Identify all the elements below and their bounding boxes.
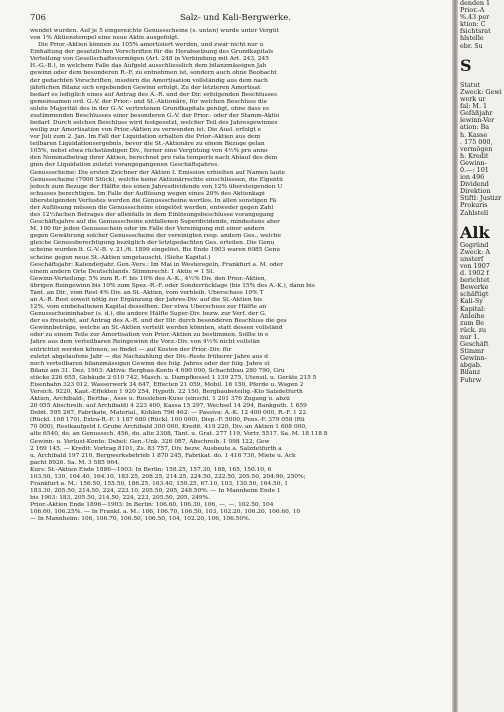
text-line: der gedachten Vorschriften, insofern die Amortisation vollständig aus dem nach (30, 77, 268, 84)
text-line: solute Majorität des in der G.-V. vertretenen Grundkapitals genügt, ohne dass es (30, 105, 269, 112)
text-line: einem andern Orte Deutschlands. Stimmrecht: 1 Aktie = 1 St. (30, 268, 215, 275)
facing-page-line: Bewerke (460, 284, 489, 292)
facing-page-line: Gefäßjahr (460, 110, 493, 118)
facing-page-line: Zweck: A (460, 248, 490, 256)
text-line: weilig zur Amortisation von Prior.-Aktien zu verwenden ist. Die Ausl. erfolgt e (30, 127, 262, 134)
text-line: Aktien, Archibald-, Bertha-, Asse u. Rossleben-Kuxe (einschl. 1 201 376 Zugang u. abzü (30, 396, 290, 403)
facing-page-line: schäftigt (460, 291, 489, 299)
text-line: ginn der Liquidation zuletzt vorangegangenen Geschäftsjahres. (30, 162, 220, 169)
facing-page-line: nur 1. (460, 333, 480, 341)
facing-page-line: Dividend (460, 181, 489, 189)
text-line: oder zu einem Teile zur Amortisation von Prior.-Aktien zu bestimmen. Sollte in e (30, 332, 269, 339)
text-line: zustimmenden Beschlusses einer besonderen G.-V. der Prior.- oder der Stamm-Aktio (30, 112, 280, 119)
facing-page-line: vermögen (460, 145, 493, 153)
facing-page-line: abgab. (460, 362, 482, 370)
text-line: der Auflösung müssen die Genussscheine eingelöst werden, entweder gegen Zahl (30, 204, 274, 211)
text-line: Genussscheininhaber (s. d.), die andere Hälfte Super-Div. bezw. zur Verf. der G. (30, 311, 267, 318)
text-line: Geschäftsjahr: Kalenderjahr. Gen.-Vers.: Im Mai in Westeregeln, Frankfurt a. M. oder (30, 261, 283, 268)
facing-page-line: Geschäft (460, 341, 489, 349)
facing-page-line: d. 1902 f (460, 270, 489, 278)
text-line: des 12½fachen Betrages der allenfalls in dem Einlösungsbeschlusse vorangegang (30, 212, 274, 219)
facing-page-line (458, 75, 504, 82)
facing-page-line: Gegründ (460, 241, 489, 249)
text-line: gleiche Genussberechtigung bezüglich der letztgedachten Ges. erteilen. Die Genu (30, 240, 275, 247)
text-line: von 1% Aktienstempel eine neue Aktie ausgefolgt. (30, 35, 180, 42)
text-line: 70 000), Restkaufgeld f. Grube Archibald 300 000, Kredit. 419 220, Div. an Aktien 1 608 000, (30, 424, 307, 431)
facing-page-line: Gewinn- (460, 159, 487, 167)
text-line: entrichtet werden können, so findet — auf Kosten der Prior.-Div. für (30, 346, 232, 353)
facing-page-line: ion 496 (460, 174, 485, 182)
text-line: bis 1903: 183, 205.50, 214.50, 224, 223, 205.50, 205, 249%. (30, 495, 210, 502)
facing-page-line: %.43 per (460, 14, 490, 22)
facing-page-line: h. Kasse (460, 131, 488, 139)
text-line: u. Archibald 197 210, Bergwerksbetrieb 1 870 245, Fabrikat. do. 1 416 730, Miete u. Ack (30, 452, 296, 459)
text-line: noch verteilbaren bilanzmässigen Gewinn des folg. Jahres oder der folg. Jahre st (30, 360, 270, 367)
facing-page-line: unsterf (460, 255, 484, 263)
text-line: (Rückl. 108 170), Extra-R.-F. 1 187 680 (Rückl. 100 000), Disp.-F. 5000, Pens.-F. 379 058 (Rü (30, 417, 305, 424)
text-line: 103.50, 130, 164.40, 164.10, 183.25, 208.25, 214.25, 224.50, 222.50, 205.50, 204.90, 250%; (30, 473, 306, 480)
text-line: 183.30, 205.50, 214.50, 224, 223.10, 205.50, 205, 248.50%. — In Mannheim Ende 1 (30, 488, 281, 495)
facing-page-line: Bilanz (460, 369, 481, 377)
text-line: Einhaltung der gesetzlichen Vorschriften für die Herabsetzung des Grundkapitals (30, 49, 274, 56)
facing-page-line: Zweck: Gewi (460, 88, 502, 96)
facing-page-line: zum Be (460, 319, 485, 327)
facing-page-line: Kali-Sy (460, 298, 483, 306)
page-number: 706 (30, 12, 46, 22)
text-line: M. 100 für jeden Genussschein oder im Falle der Vereinigung mit einer andern (30, 226, 265, 233)
text-line: Debit. 595 267, Fabrikate, Material., Kohlen 796 462. — Passiva: A.-K. 12 400 000, R.-F. 1 22 (30, 410, 307, 417)
text-line: teilbaren Liquidationsergebnis, bevor die St.-Aktionäre zu einem Bezuge gelan (30, 141, 265, 148)
facing-page-line: hlstelle (460, 35, 484, 43)
facing-page-line: h. Kredit (460, 152, 489, 160)
facing-page-line: Fuhrw (460, 376, 482, 384)
facing-page-line: Statut (460, 81, 481, 89)
text-line: Jahre aus dem verteilbaren Reingewinn die Vorz.-Div. von 4½% nicht vollstän (30, 339, 260, 346)
text-line: alte 6540, do. an Genusssch. 456, do. alte 2308, Tant. u. Grat. 277 119, Vortr. 5517. Sa. M. 18 118 8 (30, 431, 328, 438)
text-line: wendet wurden. Auf je 5 eingereichte Genussscheine (s. unten) wurde unter Vergüt (30, 28, 279, 34)
text-line: Die Prior.-Aktien können zu 105% amortisiert werden, und zwar nicht nur u (38, 42, 264, 49)
facing-page-line: Stiftl: Justizr (460, 195, 502, 203)
facing-page-line: Stimmr (460, 348, 485, 356)
text-line: übersteigenden Verlustes werden die Genussscheine wertlos. In allen sonstigen Fä (30, 197, 277, 204)
text-line: pacht 8926. Sa. M. 3 585 964. (30, 459, 120, 466)
text-line: 12%, vom einbehaltenen Kapital desselben. Der etwa Überschuss zur Hälfte an (30, 304, 267, 311)
facing-page-line: Prokuris (460, 202, 488, 210)
text-line: vor Juli zum 2. Jan. Im Fall der Liquidation erhalten die Prior.-Aktien aus dem (30, 134, 261, 141)
facing-page-line: von 1907 (460, 263, 490, 270)
text-line: schusses berechtigen. Im Falle der Auflösung wegen eines 20% des Aktienkapi (30, 190, 265, 197)
facing-page-line: Direktion (460, 188, 491, 196)
running-head: Salz- und Kali-Bergwerke. (180, 12, 291, 22)
text-line: Gewinn- u. Verlust-Konto: Debet: Gen.-Unk. 326 087, Abschreib. 1 098 122, Gew (30, 438, 270, 445)
facing-page-line: fal: M. 1 (460, 103, 488, 111)
text-line: jährlichen Bilanz sich ergebenden Gewinn erfolgt. Zu der letzteren Amortisat (30, 84, 261, 91)
text-line: den Nominalbetrag ihrer Aktien, berechnet pro rata temporis nach Ablauf des dem (30, 155, 278, 162)
text-line: Eisenbahn 323 012, Wasserwerk 34 647, Effecten 21 059, Mobil. 16 150, Pferde u. Wagen 2 (30, 381, 304, 388)
text-line: an A.-R. Rest soweit nötig zur Ergänzung der Jahres-Div. auf die St.-Aktien bis (30, 296, 263, 303)
text-line: jedoch zum Bezuge der Hälfte des einen Jahresdividende von 12% übersteigenden U (30, 183, 283, 190)
text-line: Versich. 9220, Kaut.-Effekten 1 920 254, Hypoth. 22 150, Bergbaubeteilig.-Kto Salzdetfurth (30, 388, 303, 395)
text-line: 2 169 145. — Kredit: Vortrag 8101, Zs. 83 757, Div. bezw. Ausbeute a. Salzdetfurth a (30, 445, 282, 452)
facing-page-line: denden 1 (460, 0, 491, 7)
facing-page-fragment (458, 0, 504, 712)
facing-page-line: berichtet (460, 277, 490, 285)
facing-page-line: ktion: C (460, 21, 486, 29)
text-line: Geschäftsjahre auf die Genussscheine entfallenen Superdividende, mindestens aber (30, 219, 280, 226)
body-text (30, 28, 448, 708)
text-line: zuletzt abgelaufene Jahr — die Nachzahlung der Div.-Reste früherer Jahre aus d (30, 353, 268, 360)
text-line: gemeinsamen ord. G.-V. der Prior.- und St.-Aktionäre, für welchen Beschluss die (30, 98, 267, 105)
facing-page-line: lewinn-Ver (460, 117, 495, 125)
facing-page-line: Anleihe (460, 312, 485, 320)
text-line: bedarf es lediglich eines auf Antrag des A.-R. und der Dir. erfolgenden Beschlusses (30, 91, 278, 98)
text-line: Tant. an Dir., vom Rest 4% Div. an St.-Aktien, vom verbleib. Überschuss 10% T (30, 289, 264, 296)
facing-page-line: Alk (460, 222, 490, 242)
text-line: stücke 226 655, Gebäude 2 010 742, Masch. u. Dampfkessel 1 139 275, Utensil. u. Geräte 215 5 (30, 374, 317, 381)
text-line: 105%, nebst etwa rückständigen Div., ferner eine Vergütung von 4½% pro anno (30, 148, 268, 155)
page-header (30, 10, 442, 24)
text-line: Verteilung von Gesellschaftsvermögen (Art. 248 in Verbindung mit Art. 243, 245 (30, 56, 269, 63)
text-line: 20 055 Abschreib. auf Archibald) 4 223 400, Kassa 15 297, Wechsel 14 294, Bankguth. 1 659 (30, 403, 307, 410)
text-line: Kurs: St.-Aktien Ende 1886—1903: In Berlin: 158.25, 157.30, 188, 165, 150.10, 6 (30, 466, 272, 473)
text-line: übrigen Reingewinn bis 10% zum Spez.-R.-F. oder Sonderrücklage (bis 15% des A.-K.), dann bis (30, 282, 315, 289)
text-line: scheine wurden lt. G.-V.-B. v. 21./6. 1899 eingelöst. Bis Ende 1903 waren 6985 Genu (30, 247, 281, 254)
text-line: Gewinnbeträge, welche an St.-Aktien verteilt werden könnten, statt dessen vollständ (30, 325, 283, 332)
text-line: Gewinn-Verteilung: 5% zum R.-F. bis 10% des A.-K., 4½% Div. den Prior.-Aktien, (30, 275, 267, 282)
facing-page-line: 0.—: 101 (460, 166, 489, 174)
text-line: Bilanz am 31. Dez. 1903: Aktiva: Bergbau-Konto 4 690 000, Schachtbau 280 790, Gru (30, 367, 285, 374)
facing-page-line: Prior.-A (460, 7, 485, 15)
facing-page-line: fsichtsrat (460, 28, 491, 36)
facing-page-line: ation: Ba (460, 124, 490, 132)
facing-page-line: Gewinn- (460, 355, 487, 363)
text-line: H.-G.-B.), in welchem Falle das Aufgeld ausschliesslich dem bilanzmässigen Jah (30, 63, 267, 70)
text-line: Genussscheine: Die ersten Zeichner der Aktien I. Emission erhielten auf Namen laute (30, 169, 285, 176)
text-line: — In Mannheim: 106, 106.70, 106.50, 106.50, 104, 102.20, 106, 106.50%. (30, 516, 251, 523)
facing-page-line: S (460, 55, 472, 75)
text-line: bedarf. Durch solchen Beschluss wird festgesetzt, welcher Teil des Jahresgewinnes (30, 120, 278, 127)
text-line: gegen Gewährung solcher Genussscheine der vereinigten resp. andern Ges., welche (30, 233, 281, 240)
text-line: Prior.-Aktien Ende 1896—1903: In Berlin: 106.60, 106.30, 106, —, —, 102.50, 104 (30, 502, 274, 509)
facing-page-line: rück. zu (460, 326, 487, 334)
facing-page-line: Kapital: (460, 305, 486, 313)
text-line: Genussscheine (7000 Stück), welche keine Aktionärrechte einschliessen, die Eigentü (30, 176, 283, 183)
text-line: 106.60, 106.25%. — In Frankf. a. M.: 106, 106.70, 106.50, 103, 102.20, 106.20, 106.60, 10 (30, 509, 301, 516)
facing-page-line: werk ur (460, 96, 486, 104)
text-line: Frankfurt a. M.: 156.50, 155.50, 186.25, 163.40, 150.25, 67.10, 103, 130.50, 164.50, 1 (30, 481, 288, 487)
text-line: scheine gegen neue St.-Aktien umgetauscht. (Siehe Kapital.) (30, 254, 211, 261)
facing-page-line: ebr. Su (460, 42, 483, 50)
text-line: der es freisteht, auf Antrag des A.-R. und der Dir. durch besonderen Beschluss die ges (30, 318, 287, 325)
facing-page-line: . 175 000, (460, 138, 493, 146)
text-line: gewinn oder dem besonderen R.-F. zu entnehmen ist, sondern auch ohne Beobacht (30, 70, 277, 77)
facing-page-line: Zahlstell (460, 209, 489, 217)
